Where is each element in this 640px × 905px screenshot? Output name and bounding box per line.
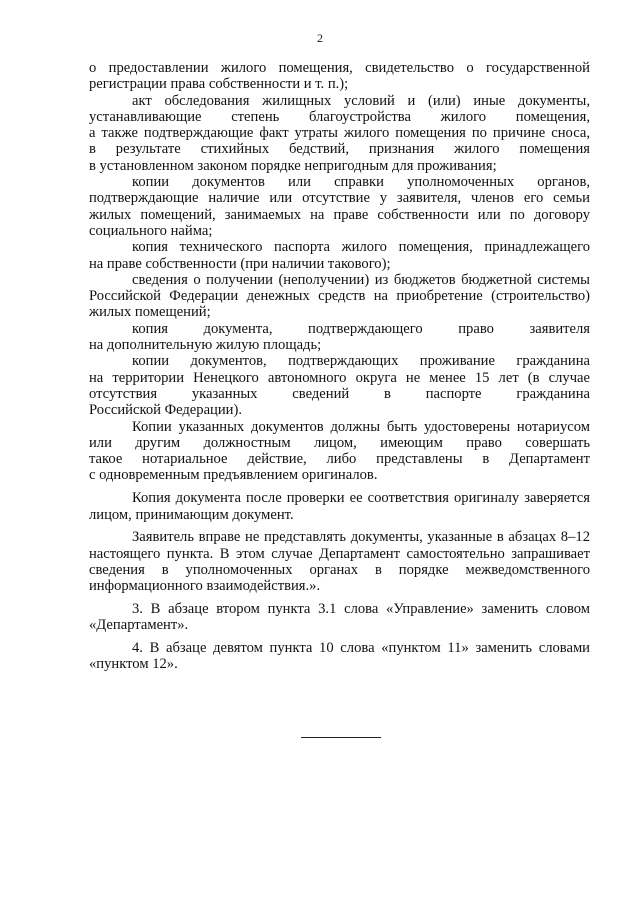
document-body bbox=[89, 60, 590, 673]
text-line: копии документов или справки уполномоченных органов, bbox=[132, 174, 590, 191]
text-line: подтверждающие наличие или отсутствие у заявителя, членов его семьи bbox=[89, 190, 590, 207]
text-line: настоящего пункта. В этом случае Департамент самостоятельно запрашивает bbox=[89, 545, 590, 562]
page-number: 2 bbox=[317, 31, 323, 45]
text-line: 3. В абзаце втором пункта 3.1 слова «Управление» заменить словом bbox=[132, 601, 590, 617]
text-line: сведения о получении (неполучении) из бюджетов бюджетной системы bbox=[132, 271, 590, 288]
paragraph bbox=[89, 601, 590, 634]
paragraph bbox=[89, 640, 590, 673]
text-line: копии документов, подтверждающих проживание гражданина bbox=[132, 353, 590, 370]
text-line: отсутствия указанных сведений в паспорте гражданина bbox=[89, 385, 590, 402]
text-line: жилых помещений, занимаемых на праве собственности или по договору bbox=[89, 206, 590, 223]
text-line: «пунктом 12». bbox=[89, 656, 178, 673]
text-line: регистрации права собственности и т. п.); bbox=[89, 76, 349, 93]
text-line: копия документа, подтверждающего право заявителя bbox=[132, 320, 590, 337]
text-line: сведения в уполномоченных органах в порядке межведомственного bbox=[89, 561, 590, 578]
paragraph bbox=[89, 60, 590, 93]
text-line: Копии указанных документов должны быть удостоверены нотариусом bbox=[132, 418, 590, 435]
text-line: лицом, принимающим документ. bbox=[89, 506, 294, 523]
text-line: с одновременным предъявлением оригиналов. bbox=[89, 467, 378, 484]
text-line: Заявитель вправе не представлять документы, указанные в абзацах 8–12 bbox=[132, 529, 590, 546]
text-line: на дополнительную жилую площадь; bbox=[89, 337, 322, 354]
text-line: акт обследования жилищных условий и (или) иные документы, bbox=[132, 92, 590, 109]
text-line: а также подтверждающие факт утраты жилого помещения по причине сноса, bbox=[89, 125, 590, 142]
paragraph bbox=[89, 272, 590, 321]
paragraph bbox=[89, 419, 590, 484]
paragraph bbox=[89, 353, 590, 418]
text-line: копия технического паспорта жилого помещения, принадлежащего bbox=[132, 239, 590, 256]
text-line: информационного взаимодействия.». bbox=[89, 578, 321, 595]
paragraph bbox=[89, 529, 590, 594]
text-line: в результате стихийных бедствий, признания жилого помещения bbox=[89, 141, 590, 158]
text-line: жилых помещений; bbox=[89, 304, 211, 321]
end-of-document-rule bbox=[301, 737, 381, 738]
text-line: о предоставлении жилого помещения, свидетельство о государственной bbox=[89, 60, 590, 76]
text-line: «Департамент». bbox=[89, 617, 189, 634]
text-line: такое нотариальное действие, либо представлены в Департамент bbox=[89, 451, 590, 468]
paragraph bbox=[89, 93, 590, 174]
text-line: 4. В абзаце девятом пункта 10 слова «пунктом 11» заменить словами bbox=[132, 640, 590, 657]
text-line: в установленном законом порядке непригодным для проживания; bbox=[89, 157, 497, 174]
text-line: или другим должностным лицом, имеющим право совершать bbox=[89, 434, 590, 451]
paragraph bbox=[89, 174, 590, 239]
text-line: Российской Федерации денежных средств на приобретение (строительство) bbox=[89, 288, 590, 305]
text-line: устанавливающие степень благоустройства жилого помещения, bbox=[89, 108, 590, 125]
paragraph bbox=[89, 239, 590, 272]
text-line: Копия документа после проверки ее соответствия оригиналу заверяется bbox=[132, 490, 590, 507]
text-line: на праве собственности (при наличии такового); bbox=[89, 255, 391, 272]
paragraph bbox=[89, 321, 590, 354]
paragraph bbox=[89, 490, 590, 523]
text-line: на территории Ненецкого автономного округа не менее 15 лет (в случае bbox=[89, 369, 590, 386]
text-line: Российской Федерации). bbox=[89, 402, 242, 419]
text-line: социального найма; bbox=[89, 222, 213, 239]
